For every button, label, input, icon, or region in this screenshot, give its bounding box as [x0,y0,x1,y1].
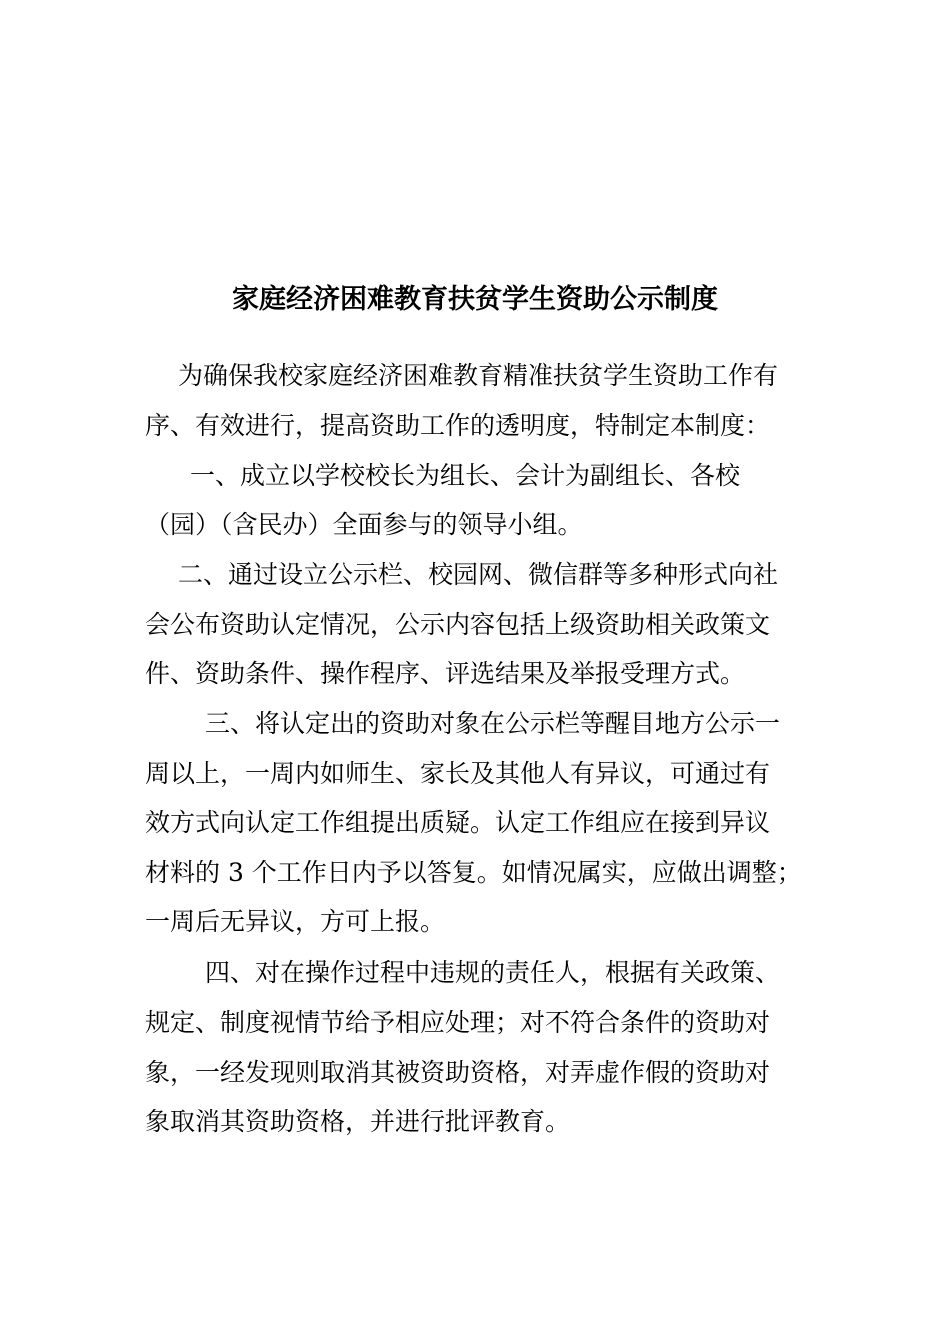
paragraph-2-line-1: 一、成立以学校校长为组长、会计为副组长、各校 [190,461,741,490]
document-title: 家庭经济困难教育扶贫学生资助公示制度 [232,284,718,315]
paragraph-5-line-4: 象取消其资助资格，并进行批评教育。 [145,1107,571,1136]
paragraph-3-line-3: 件、资助条件、操作程序、评选结果及举报受理方式。 [145,659,746,688]
paragraph-5-line-2: 规定、制度视情节给予相应处理；对不符合条件的资助对 [145,1008,771,1037]
paragraph-5-line-1: 四、对在操作过程中违规的责任人，根据有关政策、 [205,958,781,987]
paragraph-1-line-2: 序、有效进行，提高资助工作的透明度，特制定本制度： [145,411,771,440]
paragraph-4-line-3: 效方式向认定工作组提出质疑。认定工作组应在接到异议 [145,808,771,837]
paragraph-4-line-5: 一周后无异议，方可上报。 [145,907,446,936]
paragraph-4-line-1: 三、将认定出的资助对象在公示栏等醒目地方公示一 [205,709,781,738]
paragraph-4-line-2: 周以上，一周内如师生、家长及其他人有异议，可通过有 [145,759,771,788]
paragraph-4-line-4: 材料的 3 个工作日内予以答复。如情况属实，应做出调整； [145,858,802,887]
paragraph-3-line-2: 会公布资助认定情况，公示内容包括上级资助相关政策文 [145,610,771,639]
paragraph-1-line-1: 为确保我校家庭经济困难教育精准扶贫学生资助工作有 [178,361,779,390]
paragraph-3-line-1: 二、通过设立公示栏、校园网、微信群等多种形式向社 [178,560,779,589]
paragraph-2-line-2: （园）（含民办）全面参与的领导小组。 [145,510,583,539]
paragraph-5-line-3: 象，一经发现则取消其被资助资格，对弄虚作假的资助对 [145,1058,771,1087]
